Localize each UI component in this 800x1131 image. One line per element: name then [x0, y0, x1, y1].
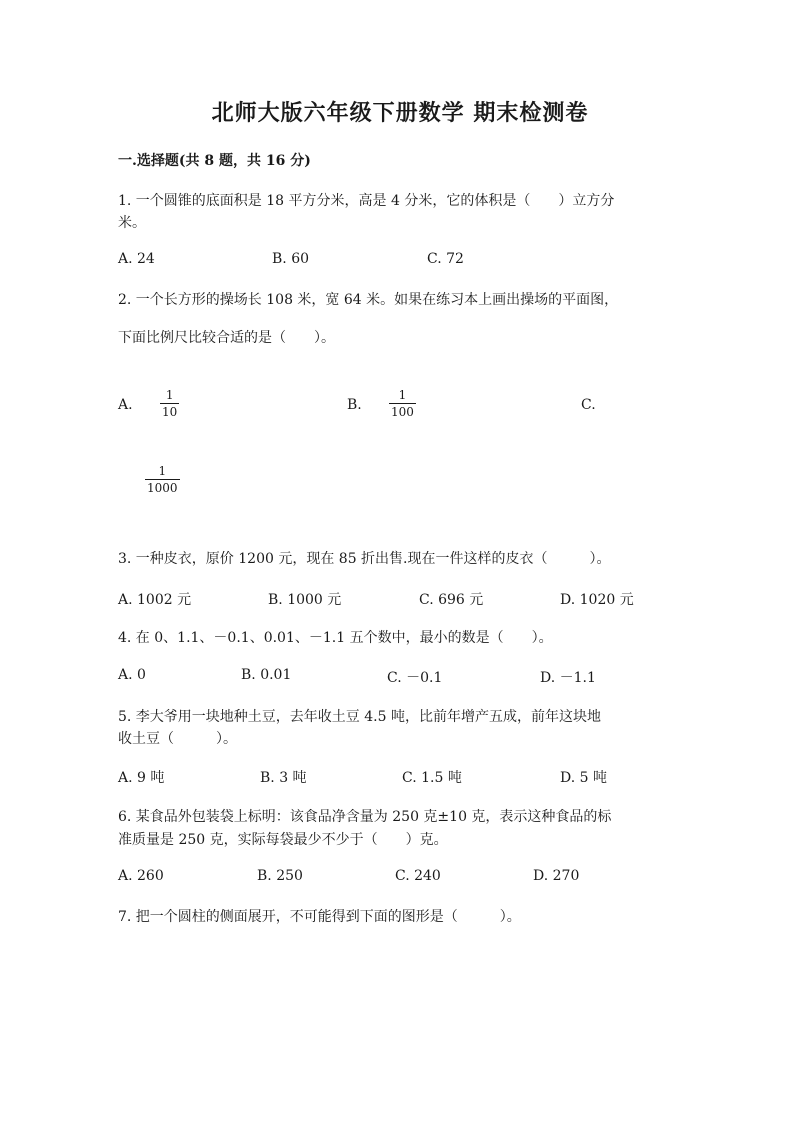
question-4-line-1: 4. 在 0、1.1、－0.1、0.01、－1.1 五个数中，最小的数是（ ）。: [118, 630, 553, 646]
question-2-line-2: 下面比例尺比较合适的是（ ）。: [118, 330, 335, 346]
question-6-line-1: 6. 某食品外包装袋上标明：该食品净含量为 250 克±10 克，表示这种食品的标: [118, 809, 612, 825]
question-2-option-b-label: B.: [347, 397, 362, 413]
question-1-option-c: C. 72: [427, 251, 464, 267]
question-6-option-c: C. 240: [395, 868, 441, 884]
question-1-line-2: 米。: [118, 215, 146, 231]
question-2-line-1: 2. 一个长方形的操场长 108 米，宽 64 米。如果在练习本上画出操场的平面图，: [118, 292, 619, 308]
question-4-option-a: A. 0: [118, 667, 146, 683]
question-2-option-c-fraction: [145, 464, 180, 495]
question-3-option-d: D. 1020 元: [560, 592, 634, 608]
question-5-option-c: C. 1.5 吨: [402, 770, 462, 786]
question-4-option-b: B. 0.01: [241, 667, 292, 683]
question-2-option-c-label: C.: [581, 397, 596, 413]
question-6-line-2: 准质量是 250 克，实际每袋最少不少于（ ）克。: [118, 832, 448, 848]
fraction-bar: [145, 479, 180, 480]
question-5-line-2: 收土豆（ ）。: [118, 731, 237, 747]
question-1-line-1: 1. 一个圆锥的底面积是 18 平方分米，高是 4 分米，它的体积是（ ）立方分: [118, 193, 615, 209]
question-6-option-a: A. 260: [118, 868, 164, 884]
question-2-option-b-fraction: [389, 388, 416, 419]
fraction-bar: [389, 403, 416, 404]
question-6-option-d: D. 270: [533, 868, 580, 884]
page-title: 北师大版六年级下册数学 期末检测卷: [211, 100, 589, 126]
question-3-option-a: A. 1002 元: [118, 592, 192, 608]
fraction-numerator: 1: [158, 464, 167, 478]
fraction-numerator: 1: [165, 388, 174, 402]
question-2-option-a-fraction: [160, 388, 179, 419]
question-3-line-1: 3. 一种皮衣，原价 1200 元，现在 85 折出售.现在一件这样的皮衣（ ）。: [118, 551, 611, 567]
section-heading: 一.选择题(共 8 题，共 16 分): [118, 153, 311, 169]
question-7-line-1: 7. 把一个圆柱的侧面展开，不可能得到下面的图形是（ ）。: [118, 909, 521, 925]
question-5-option-b: B. 3 吨: [260, 770, 307, 786]
fraction-denominator: 10: [162, 405, 178, 419]
question-1-option-b: B. 60: [272, 251, 310, 267]
question-2-option-a-label: A.: [118, 397, 133, 413]
question-3-option-b: B. 1000 元: [268, 592, 342, 608]
fraction-numerator: 1: [398, 388, 407, 402]
question-3-option-c: C. 696 元: [419, 592, 484, 608]
question-5-line-1: 5. 李大爷用一块地种土豆，去年收土豆 4.5 吨，比前年增产五成，前年这块地: [118, 709, 601, 725]
fraction-denominator: 100: [391, 405, 414, 419]
question-4-option-c: C. －0.1: [387, 670, 443, 686]
question-5-option-d: D. 5 吨: [560, 770, 607, 786]
question-5-option-a: A. 9 吨: [118, 770, 165, 786]
question-1-option-a: A. 24: [118, 251, 155, 267]
fraction-denominator: 1000: [147, 481, 178, 495]
question-6-option-b: B. 250: [257, 868, 303, 884]
fraction-bar: [160, 403, 179, 404]
question-4-option-d: D. －1.1: [540, 670, 596, 686]
